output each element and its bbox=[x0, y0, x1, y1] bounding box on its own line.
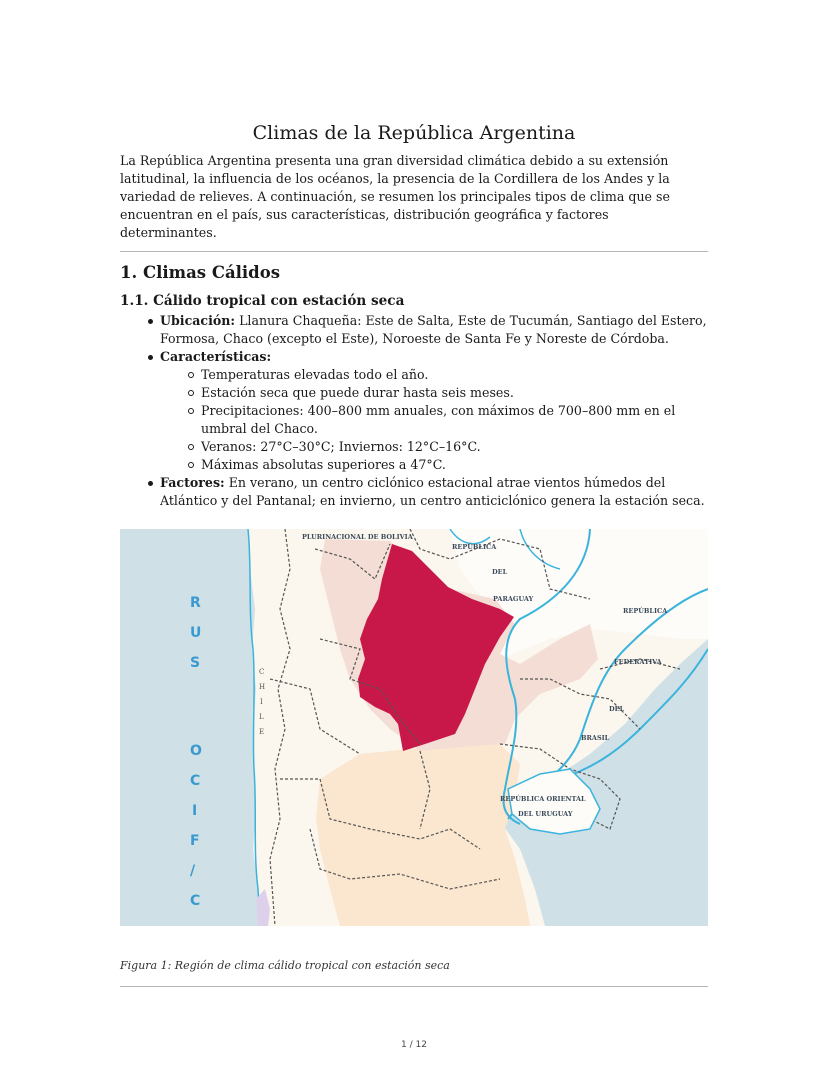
page-number: 1 / 12 bbox=[401, 1040, 427, 1050]
chile-letter: C bbox=[259, 668, 265, 676]
ocean-letter: C bbox=[190, 773, 201, 789]
ocean-letter: C bbox=[190, 893, 201, 909]
list-item: Precipitaciones: 400–800 mm anuales, con máximos de 700–800 mm en el umbral del Chaco. bbox=[160, 402, 708, 438]
map-label-paraguay-1: REPÚBLICA bbox=[452, 543, 497, 551]
section-divider bbox=[120, 251, 708, 252]
list-item: Veranos: 27°C–30°C; Inviernos: 12°C–16°C. bbox=[160, 438, 708, 456]
ocean-letter: F bbox=[190, 833, 200, 849]
figure-caption: Figura 1: Región de clima cálido tropical con estación seca bbox=[120, 959, 450, 972]
climate-region-map bbox=[120, 529, 708, 926]
map-label-paraguay-2: DEL bbox=[492, 568, 508, 576]
ocean-letter: R bbox=[190, 595, 201, 611]
map-label-brasil-1: REPÚBLICA bbox=[623, 607, 668, 615]
ocean-letter: I bbox=[192, 803, 198, 819]
factores-text: En verano, un centro ciclónico estacional atrae vientos húmedos del Atlántico y del Pantanal; en invierno, un centro anticiclónico genera la estación seca. bbox=[160, 475, 705, 508]
page-title: Climas de la República Argentina bbox=[252, 122, 576, 144]
map-label-uruguay-2: DEL URUGUAY bbox=[518, 810, 573, 818]
ocean-letter: S bbox=[190, 655, 201, 671]
list-item-factores bbox=[120, 474, 708, 510]
chile-letter: I bbox=[260, 698, 263, 706]
map-label-brasil-2: FEDERATIVA bbox=[614, 658, 662, 666]
caption-divider bbox=[120, 986, 708, 987]
subsection-heading: 1.1. Cálido tropical con estación seca bbox=[120, 293, 405, 309]
map-label-bolivia: PLURINACIONAL DE BOLIVIA bbox=[302, 533, 413, 541]
document-page bbox=[120, 120, 708, 510]
caracteristicas-sublist bbox=[160, 366, 708, 474]
map-label-paraguay-3: PARAGUAY bbox=[493, 595, 534, 603]
list-item: Máximas absolutas superiores a 47°C. bbox=[160, 456, 708, 474]
ocean-letter: O bbox=[190, 743, 202, 759]
chile-letter: H bbox=[259, 683, 266, 691]
list-item-caracteristicas bbox=[120, 348, 708, 474]
chile-letter: E bbox=[259, 728, 265, 736]
section-heading: 1. Climas Cálidos bbox=[120, 263, 281, 282]
map-label-brasil-4: BRASIL bbox=[581, 734, 610, 742]
intro-paragraph: La República Argentina presenta una gran diversidad climática debido a su extensión latitudinal, la influencia de los océanos, la presencia de la Cordillera de los Andes y la variedad de relieves. A continuación, se resumen los principales tipos de clima que se encuentran en el país, sus características, distribución geográfica y factores determinantes. bbox=[120, 153, 670, 240]
chile-letter: L bbox=[259, 713, 264, 721]
map-region-peach bbox=[316, 744, 530, 926]
list-item: Temperaturas elevadas todo el año. bbox=[160, 366, 708, 384]
ocean-letter: U bbox=[190, 625, 202, 641]
climate-details-list bbox=[120, 312, 708, 510]
list-item-ubicacion bbox=[120, 312, 708, 348]
ocean-letter: / bbox=[190, 863, 196, 879]
map-label-uruguay-1: REPÚBLICA ORIENTAL bbox=[500, 795, 586, 803]
factores-label: Factores: bbox=[160, 475, 225, 490]
list-item: Estación seca que puede durar hasta seis meses. bbox=[160, 384, 708, 402]
ubicacion-text: Llanura Chaqueña: Este de Salta, Este de Tucumán, Santiago del Estero, Formosa, Chaco (excepto el Este), Noroeste de Santa Fe y Noreste de Córdoba. bbox=[160, 313, 707, 346]
ubicacion-label: Ubicación: bbox=[160, 313, 236, 328]
map-label-brasil-3: DEL bbox=[609, 705, 625, 713]
caracteristicas-label: Características: bbox=[160, 349, 272, 364]
